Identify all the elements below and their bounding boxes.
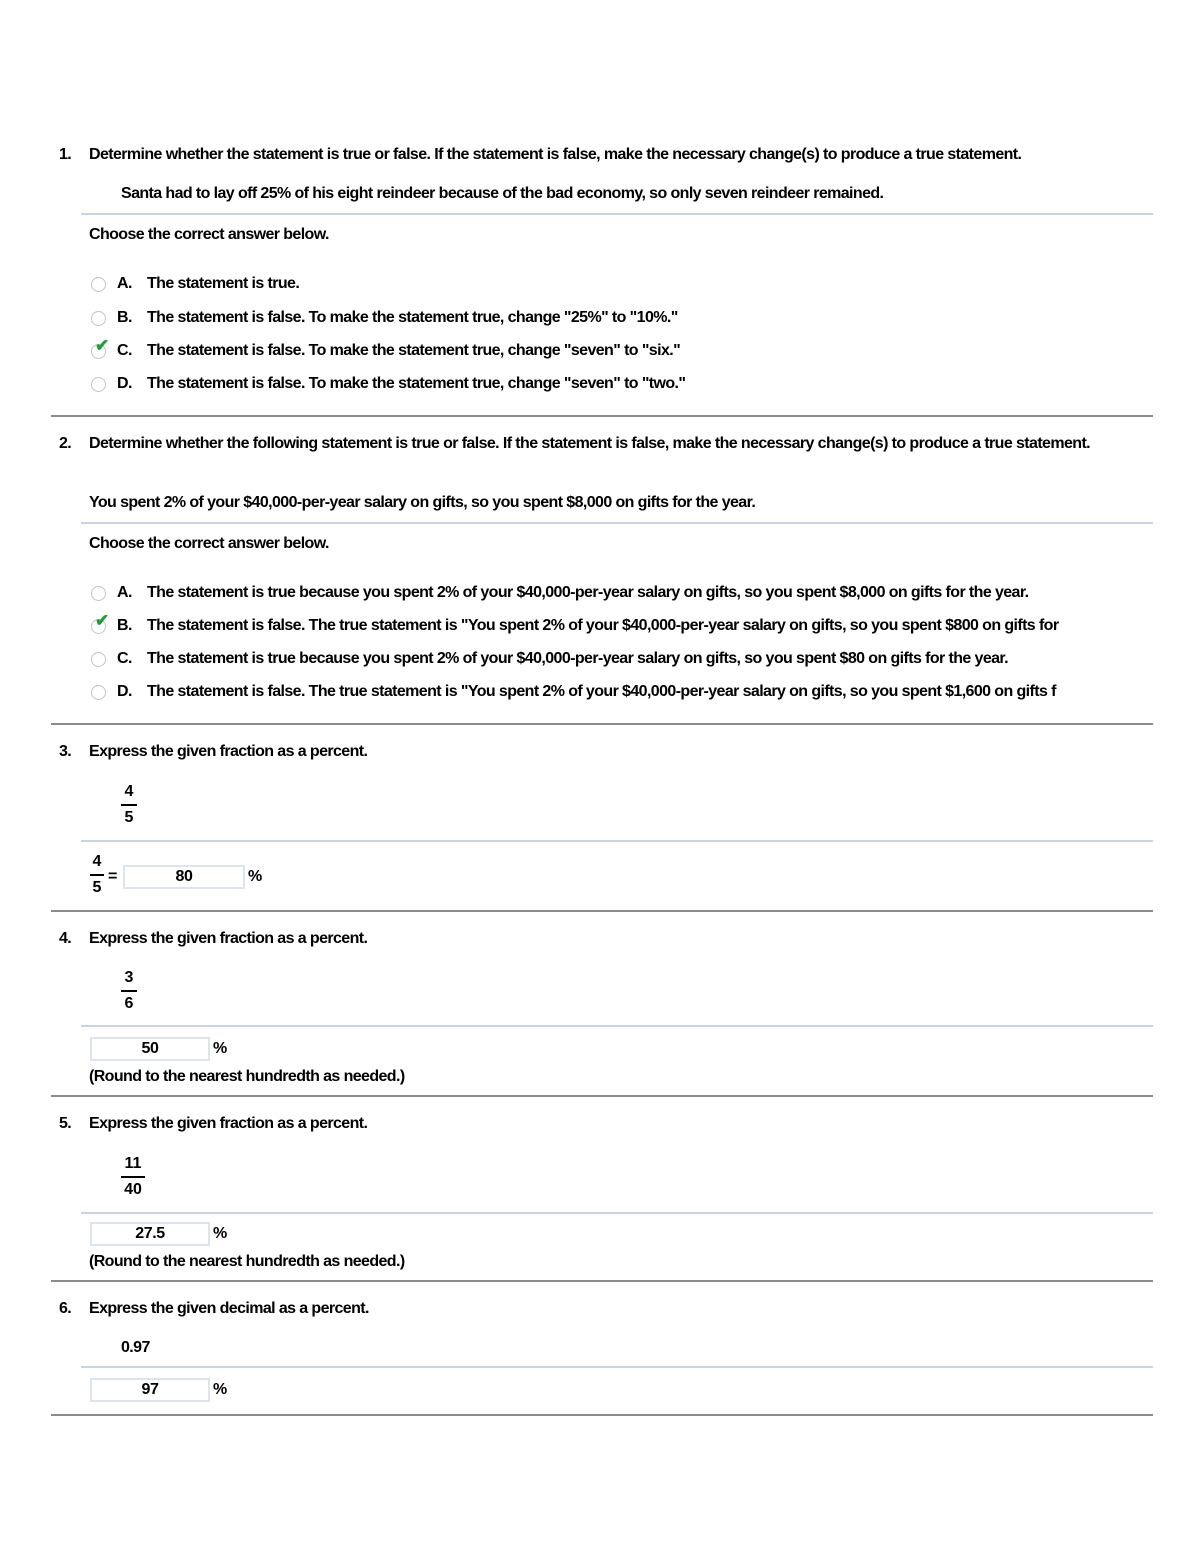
divider bbox=[81, 840, 1153, 842]
given-fraction bbox=[121, 968, 137, 1014]
denominator: 40 bbox=[124, 1181, 142, 1198]
option-text: The statement is true because you spent 2% of your $40,000-per-year salary on gifts, so you spent $80 on gifts for the year. bbox=[147, 650, 1009, 667]
option-letter: B. bbox=[117, 309, 132, 326]
option-letter: C. bbox=[117, 650, 132, 667]
question-divider bbox=[51, 1414, 1153, 1416]
question-statement: You spent 2% of your $40,000-per-year salary on gifts, so you spent $8,000 on gifts for the year. bbox=[89, 494, 756, 511]
option-text: The statement is true. bbox=[147, 275, 300, 292]
given-fraction bbox=[121, 1154, 145, 1200]
option-text: The statement is false. The true statement is "You spent 2% of your $40,000-per-year salary on gifts, so you spent $1,600 on gifts f bbox=[147, 683, 1056, 700]
question-number: 6. bbox=[59, 1300, 72, 1317]
divider bbox=[81, 213, 1153, 215]
rounding-note: (Round to the nearest hundredth as needed.) bbox=[89, 1253, 405, 1270]
question-statement: Santa had to lay off 25% of his eight reindeer because of the bad economy, so only seven reindeer remained. bbox=[121, 185, 884, 202]
question-divider bbox=[51, 723, 1153, 725]
denominator: 6 bbox=[124, 995, 134, 1012]
answer-fraction bbox=[90, 852, 104, 898]
radio-button[interactable] bbox=[91, 586, 106, 601]
rounding-note: (Round to the nearest hundredth as needed.) bbox=[89, 1068, 405, 1085]
radio-button[interactable] bbox=[91, 377, 106, 392]
question-prompt: Determine whether the following statement is true or false. If the statement is false, make the necessary change(s) to produce a true statement. bbox=[89, 435, 1091, 452]
percent-sign: % bbox=[213, 1040, 228, 1057]
question-number: 1. bbox=[59, 146, 72, 163]
checkmark-icon: ✔ bbox=[95, 611, 110, 630]
question-prompt: Express the given fraction as a percent. bbox=[89, 930, 368, 947]
percent-sign: % bbox=[248, 868, 263, 885]
denominator: 5 bbox=[124, 809, 134, 826]
divider bbox=[81, 1366, 1153, 1368]
option-text: The statement is true because you spent 2% of your $40,000-per-year salary on gifts, so you spent $8,000 on gifts for the year. bbox=[147, 584, 1029, 601]
radio-button[interactable] bbox=[91, 685, 106, 700]
answer-input[interactable]: 97 bbox=[90, 1378, 210, 1402]
option-letter: D. bbox=[117, 375, 132, 392]
fraction-bar bbox=[121, 1176, 145, 1178]
question-divider bbox=[51, 415, 1153, 417]
question-number: 2. bbox=[59, 435, 72, 452]
answer-input[interactable]: 80 bbox=[123, 865, 245, 889]
equals-sign: = bbox=[108, 868, 118, 885]
question-number: 3. bbox=[59, 743, 72, 760]
divider bbox=[81, 522, 1153, 524]
given-decimal: 0.97 bbox=[121, 1339, 150, 1356]
option-text: The statement is false. To make the statement true, change "25%" to "10%." bbox=[147, 309, 678, 326]
divider bbox=[81, 1212, 1153, 1214]
question-prompt: Express the given decimal as a percent. bbox=[89, 1300, 369, 1317]
option-letter: C. bbox=[117, 342, 132, 359]
numerator: 11 bbox=[124, 1155, 142, 1172]
question-prompt: Determine whether the statement is true or false. If the statement is false, make the necessary change(s) to produce a true statement. bbox=[89, 146, 1022, 163]
instruction: Choose the correct answer below. bbox=[89, 535, 329, 552]
percent-sign: % bbox=[213, 1225, 228, 1242]
given-fraction bbox=[121, 782, 137, 828]
question-number: 4. bbox=[59, 930, 72, 947]
question-divider bbox=[51, 1280, 1153, 1282]
radio-button[interactable] bbox=[91, 277, 106, 292]
answer-input[interactable]: 50 bbox=[90, 1037, 210, 1061]
instruction: Choose the correct answer below. bbox=[89, 226, 329, 243]
option-letter: A. bbox=[117, 275, 132, 292]
fraction-bar bbox=[90, 874, 104, 876]
option-text: The statement is false. To make the statement true, change "seven" to "six." bbox=[147, 342, 681, 359]
question-prompt: Express the given fraction as a percent. bbox=[89, 743, 368, 760]
checkmark-icon: ✔ bbox=[95, 336, 110, 355]
radio-button[interactable] bbox=[91, 311, 106, 326]
numerator: 4 bbox=[92, 853, 102, 870]
numerator: 4 bbox=[124, 783, 134, 800]
option-text: The statement is false. The true statement is "You spent 2% of your $40,000-per-year salary on gifts, so you spent $800 on gifts for bbox=[147, 617, 1059, 634]
question-divider bbox=[51, 1095, 1153, 1097]
question-divider bbox=[51, 910, 1153, 912]
option-letter: A. bbox=[117, 584, 132, 601]
divider bbox=[81, 1025, 1153, 1027]
denominator: 5 bbox=[92, 879, 102, 896]
option-letter: D. bbox=[117, 683, 132, 700]
question-prompt: Express the given fraction as a percent. bbox=[89, 1115, 368, 1132]
fraction-bar bbox=[121, 804, 137, 806]
percent-sign: % bbox=[213, 1381, 228, 1398]
option-letter: B. bbox=[117, 617, 132, 634]
option-text: The statement is false. To make the statement true, change "seven" to "two." bbox=[147, 375, 686, 392]
question-number: 5. bbox=[59, 1115, 72, 1132]
radio-button[interactable] bbox=[91, 652, 106, 667]
numerator: 3 bbox=[124, 969, 134, 986]
fraction-bar bbox=[121, 990, 137, 992]
answer-input[interactable]: 27.5 bbox=[90, 1222, 210, 1246]
